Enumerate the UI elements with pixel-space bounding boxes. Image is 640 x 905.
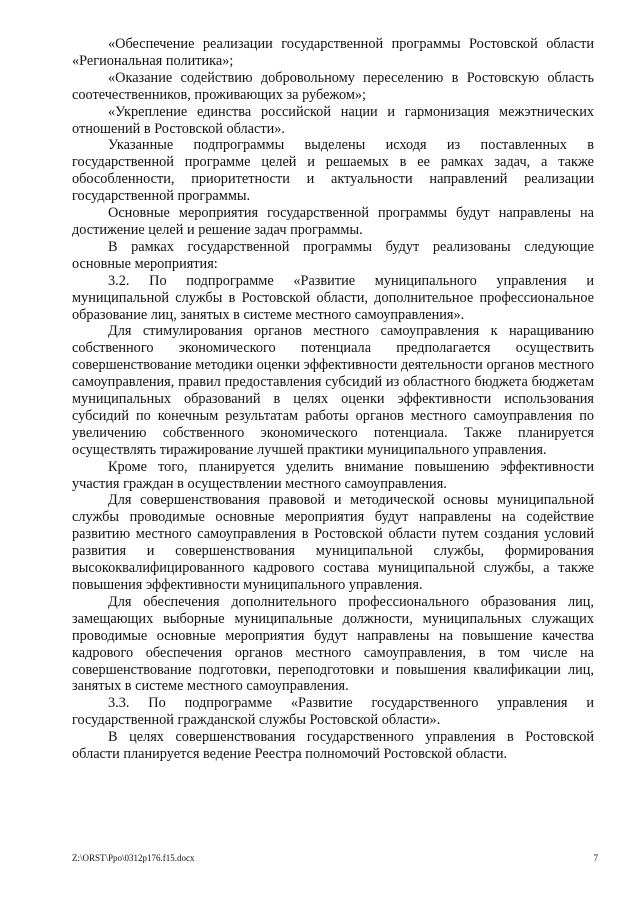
paragraph: 3.3. По подпрограмме «Развитие государственного управления и государственной гражданской службы Ростовской области». (72, 695, 594, 729)
paragraph: Указанные подпрограммы выделены исходя из поставленных в государственной программе целей и решаемых в ее рамках задач, а также обособленности, приоритетности и актуальности направлений реализации государственной программы. (72, 137, 594, 205)
document-body (72, 36, 594, 763)
page-number: 7 (593, 853, 598, 863)
paragraph: В рамках государственной программы будут реализованы следующие основные мероприятия: (72, 238, 594, 272)
paragraph: В целях совершенствования государственного управления в Ростовской области планируется ведение Реестра полномочий Ростовской области. (72, 729, 594, 763)
paragraph: «Укрепление единства российской нации и гармонизация межэтнических отношений в Ростовской области». (72, 103, 594, 137)
paragraph: «Обеспечение реализации государственной программы Ростовской области «Региональная политика»; (72, 36, 594, 69)
paragraph: 3.2. По подпрограмме «Развитие муниципального управления и муниципальной службы в Ростовской области, дополнительное профессиональное образование лиц, занятых в системе местного самоуправления». (72, 272, 594, 323)
paragraph: Кроме того, планируется уделить внимание повышению эффективности участия граждан в осуществлении местного самоуправления. (72, 458, 594, 492)
footer-file-path: Z:\ORST\Ppo\0312p176.f15.docx (72, 853, 195, 863)
paragraph: «Оказание содействию добровольному переселению в Ростовскую область соотечественников, проживающих за рубежом»; (72, 69, 594, 103)
paragraph: Для стимулирования органов местного самоуправления к наращиванию собственного экономического потенциала предполагается осуществить совершенствование методики оценки эффективности деятельности органов местного самоуправления, правил предоставления субсидий из областного бюджета бюджетам муниципальных образований в целях оценки эффективности использования субсидий по конечным результатам работы органов местного самоуправления по увеличению собственного экономического потенциала. Также планируется осуществлять тиражирование лучшей практики муниципального управления. (72, 323, 594, 458)
paragraph: Основные мероприятия государственной программы будут направлены на достижение целей и решение задач программы. (72, 205, 594, 238)
paragraph: Для совершенствования правовой и методической основы муниципальной службы проводимые основные мероприятия будут направлены на содействие развитию местного самоуправления в Ростовской области путем создания условий развития и совершенствования муниципальной службы, формирования высококвалифицированного кадрового состава муниципальной службы, а также повышения эффективности муниципального управления. (72, 492, 594, 593)
paragraph: Для обеспечения дополнительного профессионального образования лиц, замещающих выборные муниципальные должности, муниципальных служащих проводимые основные мероприятия будут направлены на повышение качества кадрового обеспечения органов местного самоуправления, в том числе на совершенствование подготовки, переподготовки и повышения квалификации лиц, занятых в системе местного самоуправления. (72, 593, 594, 695)
